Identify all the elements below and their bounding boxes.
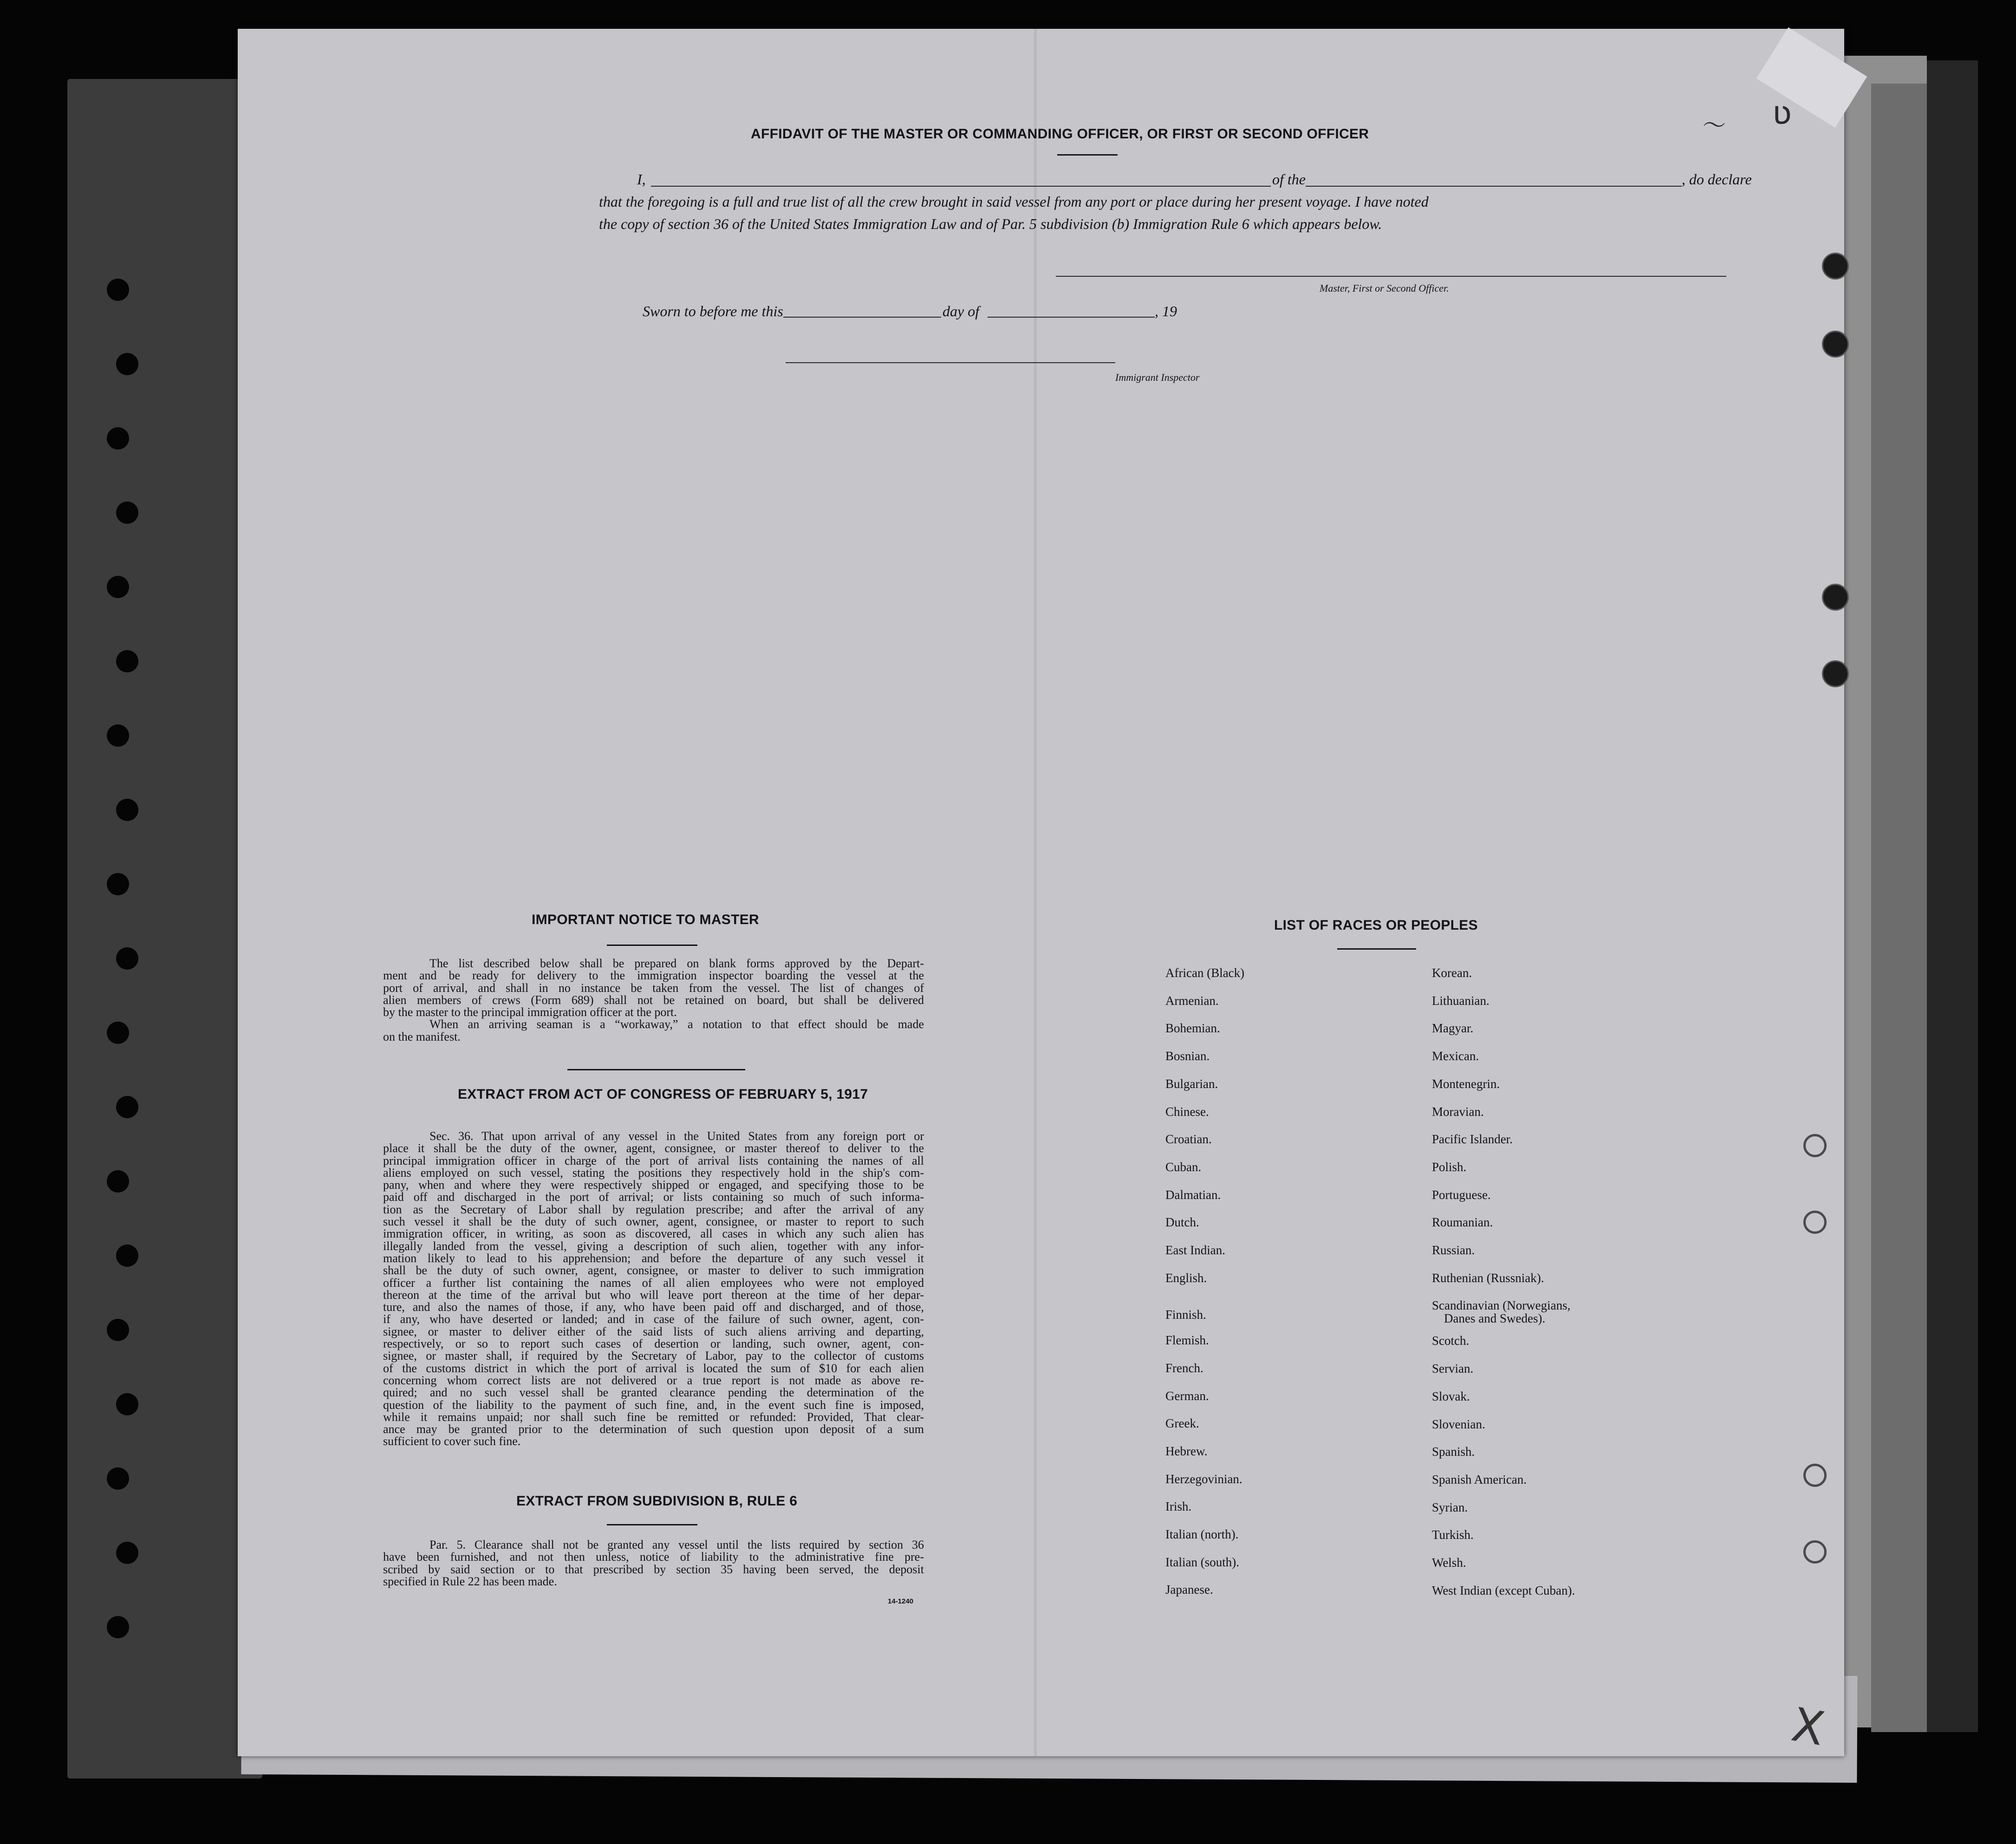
signature-line — [1056, 276, 1726, 277]
act-line: principal immigration officer in charge of the port of arrival lists containing the names of all — [383, 1153, 924, 1167]
notice-line: by the master to the principal immigration officer at the port. — [383, 1005, 677, 1019]
inspector-signature-line — [786, 362, 1115, 363]
act-line: thereon at the time of the arrival but who will leave port thereon at the time of her depar- — [383, 1288, 924, 1302]
inspector-caption: Immigrant Inspector — [1115, 371, 1200, 383]
binder-hole — [116, 502, 138, 524]
binder-hole — [107, 1616, 129, 1638]
act-line: sufficient to cover such fine. — [383, 1434, 521, 1448]
rule-line: Par. 5. Clearance shall not be granted any vessel until the lists required by section 36 — [429, 1538, 924, 1551]
vessel-blank-line — [1306, 186, 1682, 187]
race-item: Turkish. — [1432, 1528, 1474, 1542]
race-item: English. — [1165, 1271, 1207, 1285]
rule-rule — [607, 1524, 697, 1525]
act-line: ance may be granted prior to the determination of such question upon deposit of a sum — [383, 1422, 924, 1436]
title-rule — [1057, 154, 1118, 156]
act-line: signee, or master shall, if required by the Secretary of Labor, pay to the collector of customs — [383, 1349, 924, 1363]
rule-line: specified in Rule 22 has been made. — [383, 1574, 557, 1588]
race-item: Danes and Swedes). — [1444, 1311, 1546, 1326]
act-line: of the customs district in which the port of arrival is located the sum of $10 for each alien — [383, 1361, 924, 1375]
act-line: such vessel it shall be the duty of such owner, agent, consignee, or master to report to such — [383, 1215, 924, 1229]
act-line: illegally landed from the vessel, giving a description of such alien, together with any infor- — [383, 1239, 924, 1253]
act-line: place it shall be the duty of the owner, agent, consignee, or master thereof to deliver to the — [383, 1141, 924, 1155]
binder-hole — [107, 1319, 129, 1341]
race-item: Bulgarian. — [1165, 1076, 1218, 1091]
notice-rule — [607, 945, 697, 946]
binder-hole — [107, 576, 129, 598]
sheet-stack-right-dark — [1927, 60, 1978, 1732]
race-item: Moravian. — [1432, 1104, 1484, 1119]
race-item: Armenian. — [1165, 993, 1219, 1008]
extract-rule-body — [383, 1539, 924, 1588]
race-item: Cuban. — [1165, 1160, 1202, 1174]
signature-caption: Master, First or Second Officer. — [1320, 282, 1449, 294]
act-line: mation likely to lead to his apprehension; and before the departure of any such vessel it — [383, 1251, 924, 1265]
affidavit-declare: , do declare — [1682, 171, 1752, 188]
binder-hole — [107, 724, 129, 747]
act-line: signee, or master to deliver either of the said lists of such aliens arriving and departing, — [383, 1324, 924, 1338]
punch-hole — [1822, 331, 1849, 358]
race-item: Chinese. — [1165, 1104, 1209, 1119]
race-item: Scandinavian (Norwegians, — [1432, 1298, 1571, 1313]
race-item: German. — [1165, 1388, 1209, 1403]
rule-line: scribed by said section or to that prescribed by section 35 having been served, the deposit — [383, 1562, 924, 1576]
affidavit-line-2: that the foregoing is a full and true list of all the crew brought in said vessel from any port or place during her present voyage. I have noted — [599, 193, 1429, 210]
notice-line: alien members of crews (Form 689) shall not be retained on board, but shall be delivered — [383, 993, 924, 1007]
act-line: respectively, or so to report such cases of desertion or landing, such owner, agent, con- — [383, 1337, 924, 1351]
act-line: while it remains unpaid; nor shall such fine be remitted or refunded: Provided, That clear- — [383, 1410, 924, 1424]
act-line: shall be the duty of such owner, agent, consignee, or master to deliver to such immigration — [383, 1264, 924, 1277]
notice-line: port of arrival, and shall in no instance be taken from the vessel. The list of changes of — [383, 981, 924, 995]
race-item: Pacific Islander. — [1432, 1132, 1513, 1147]
act-line: concerning whom correct lists are not delivered or a true report is not made as above re- — [383, 1373, 924, 1387]
notice-line: ment and be ready for delivery to the immigration inspector boarding the vessel at the — [383, 969, 924, 983]
binder-hole — [107, 873, 129, 895]
binder-hole — [116, 1542, 138, 1564]
form-number: 14-1240 — [888, 1597, 914, 1605]
race-item: Scotch. — [1432, 1334, 1470, 1348]
act-line: if any, who have deserted or landed; and in case of the failure of such owner, agent, con- — [383, 1312, 924, 1326]
punch-hole-ring — [1803, 1464, 1827, 1487]
binder-hole — [107, 427, 129, 450]
race-item: Polish. — [1432, 1160, 1467, 1174]
race-item: Welsh. — [1432, 1556, 1466, 1570]
affidavit-line-3: the copy of section 36 of the United States Immigration Law and of Par. 5 subdivision (b) Immigration Rule 6 which appears below. — [599, 215, 1382, 232]
section-rule — [567, 1069, 745, 1070]
race-item: Dutch. — [1165, 1215, 1199, 1230]
race-item: Montenegrin. — [1432, 1076, 1500, 1091]
rule-line: have been furnished, and not then unless, notice of liability to the administrative fine pre- — [383, 1550, 924, 1564]
act-line: pany, when and where they were respectively shipped or engaged, and specifying those to be — [383, 1178, 924, 1192]
race-item: Finnish. — [1165, 1308, 1206, 1322]
race-item: Japanese. — [1165, 1583, 1213, 1597]
affidavit-of-the: of the — [1272, 171, 1306, 188]
race-item: Syrian. — [1432, 1500, 1468, 1514]
date-blank-line — [783, 317, 941, 318]
act-line: immigration officer, in writing, as soon as discovered, all cases in which any such alien has — [383, 1227, 924, 1241]
handwritten-mark: ʋ — [1772, 94, 1792, 132]
race-item: West Indian (except Cuban). — [1432, 1583, 1575, 1597]
extract-rule-title: EXTRACT FROM SUBDIVISION B, RULE 6 — [516, 1493, 798, 1509]
page-fold — [1034, 29, 1037, 1756]
binder-hole — [107, 279, 129, 301]
race-item: Roumanian. — [1432, 1215, 1493, 1230]
sworn-text: Sworn to before me this — [643, 303, 783, 319]
race-item: Magyar. — [1432, 1021, 1474, 1036]
year-text: , 19 — [1155, 303, 1177, 319]
pencil-x-mark: X — [1788, 1697, 1829, 1757]
notice-line: on the manifest. — [383, 1030, 461, 1043]
race-item: Ruthenian (Russniak). — [1432, 1271, 1544, 1285]
race-item: Slovak. — [1432, 1389, 1470, 1403]
race-item: Portuguese. — [1432, 1187, 1491, 1202]
notice-line: The list described below shall be prepared on blank forms approved by the Depart- — [429, 957, 924, 970]
race-item: Russian. — [1432, 1243, 1475, 1257]
race-item: Bosnian. — [1165, 1049, 1210, 1063]
race-item: Lithuanian. — [1432, 993, 1489, 1008]
binder-hole — [116, 650, 138, 672]
binder-hole — [116, 353, 138, 375]
race-item: Slovenian. — [1432, 1417, 1485, 1431]
race-item: French. — [1165, 1361, 1203, 1375]
act-line: officer a further list containing the names of all alien employees who were not employed — [383, 1276, 924, 1290]
race-item: African (Black) — [1165, 966, 1245, 980]
race-item: Flemish. — [1165, 1333, 1209, 1348]
act-line: quired; and no such vessel shall be granted clearance pending the determination of the — [383, 1386, 924, 1400]
race-item: Italian (south). — [1165, 1555, 1239, 1569]
binder-hole — [107, 1467, 129, 1490]
race-item: Spanish. — [1432, 1445, 1475, 1459]
race-item: East Indian. — [1165, 1243, 1225, 1257]
race-item: Bohemian. — [1165, 1021, 1220, 1036]
affidavit-title: AFFIDAVIT OF THE MASTER OR COMMANDING OFFICER, OR FIRST OR SECOND OFFICER — [751, 126, 1369, 142]
race-item: Dalmatian. — [1165, 1187, 1221, 1202]
name-blank-line — [651, 186, 1271, 187]
notice-body — [383, 958, 924, 1043]
race-item: Spanish American. — [1432, 1472, 1527, 1486]
day-of-text: day of — [943, 303, 980, 319]
punch-hole — [1822, 253, 1849, 280]
binder-hole — [107, 1022, 129, 1044]
races-title: LIST OF RACES OR PEOPLES — [1274, 918, 1478, 933]
act-line: aliens employed on such vessel, stating the positions they respectively hold in the ship's com- — [383, 1166, 924, 1179]
act-line: paid off and discharged in the port of arrival; or lists containing so much of such informa- — [383, 1190, 924, 1204]
binder-hole — [116, 1245, 138, 1267]
binder-hole — [116, 947, 138, 970]
month-blank-line — [988, 317, 1155, 318]
punch-hole — [1822, 584, 1849, 611]
act-line: ture, and also the names of those, if any, who have been paid off and discharged, and of those, — [383, 1300, 924, 1314]
punch-hole-ring — [1803, 1211, 1827, 1234]
notice-title: IMPORTANT NOTICE TO MASTER — [532, 912, 760, 927]
binder-hole — [116, 799, 138, 821]
race-item: Mexican. — [1432, 1049, 1479, 1063]
document-page — [238, 29, 1844, 1756]
binder-hole — [116, 1393, 138, 1415]
act-line: question of the liability to the payment of such fine, and, in the event such fine is imposed, — [383, 1398, 924, 1412]
race-item: Greek. — [1165, 1416, 1199, 1431]
race-item: Herzegovinian. — [1165, 1472, 1242, 1486]
punch-hole-ring — [1803, 1540, 1827, 1564]
race-item: Croatian. — [1165, 1132, 1212, 1147]
races-rule — [1337, 948, 1416, 950]
race-item: Servian. — [1432, 1362, 1474, 1376]
act-line: Sec. 36. That upon arrival of any vessel in the United States from any foreign port or — [429, 1129, 924, 1143]
extract-act-title: EXTRACT FROM ACT OF CONGRESS OF FEBRUARY 5, 1917 — [458, 1087, 868, 1102]
extract-act-body — [383, 1130, 924, 1448]
binder-hole — [116, 1096, 138, 1118]
punch-hole-ring — [1803, 1134, 1827, 1157]
race-item: Korean. — [1432, 966, 1472, 980]
punch-hole — [1822, 660, 1849, 687]
notice-line: When an arriving seaman is a “workaway,” a notation to that effect should be made — [429, 1017, 924, 1031]
race-item: Italian (north). — [1165, 1527, 1239, 1541]
affidavit-i: I, — [637, 171, 646, 188]
binder-hole — [107, 1170, 129, 1192]
race-item: Hebrew. — [1165, 1444, 1208, 1458]
race-item: Irish. — [1165, 1499, 1192, 1514]
handwritten-mark: 〜 — [1703, 112, 1726, 139]
binder-strip-left — [67, 79, 262, 1779]
act-line: tion as the Secretary of Labor shall by regulation prescribe; and after the arrival of any — [383, 1202, 924, 1216]
